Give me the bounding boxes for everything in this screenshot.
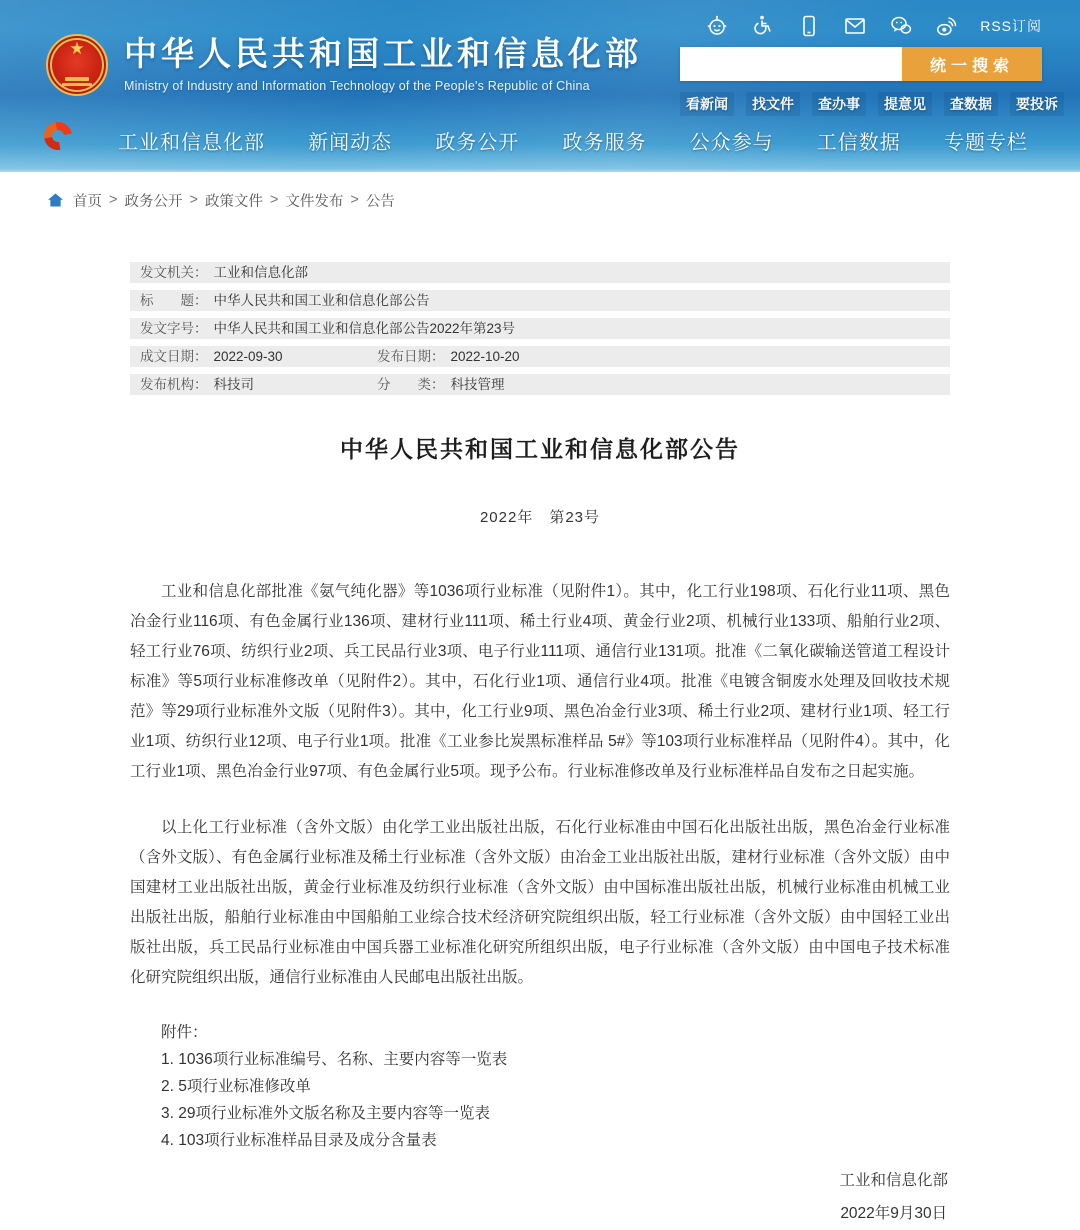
attachments-list bbox=[130, 1019, 950, 1154]
weibo-icon[interactable] bbox=[934, 13, 960, 39]
quick-link-data[interactable]: 查数据 bbox=[944, 92, 998, 116]
nav-item-participation[interactable]: 公众参与 bbox=[689, 131, 774, 154]
rss-subscribe-link[interactable]: RSS订阅 bbox=[980, 18, 1042, 34]
breadcrumb-announcement[interactable]: 公告 bbox=[365, 193, 395, 210]
accessibility-icon[interactable] bbox=[750, 13, 776, 39]
signature-org: 工业和信息化部 bbox=[839, 1172, 948, 1189]
attachments-heading: 附件： bbox=[161, 1024, 208, 1041]
quick-link-feedback[interactable]: 提意见 bbox=[878, 92, 932, 116]
signature-block bbox=[130, 1164, 950, 1230]
attachment-item-4: 4. 103项行业标准样品目录及成分含量表 bbox=[161, 1132, 437, 1149]
breadcrumb: 首页 > 政务公开 > 政策文件 > 文件发布 > 公告 bbox=[0, 172, 1080, 228]
meta-row-doc-number: 发文字号： 中华人民共和国工业和信息化部公告2022年第23号 bbox=[130, 318, 950, 339]
utility-bar bbox=[704, 12, 1042, 40]
mail-icon[interactable] bbox=[842, 13, 868, 39]
quick-link-complaint[interactable]: 要投诉 bbox=[1010, 92, 1064, 116]
breadcrumb-gov-open[interactable]: 政务公开 bbox=[124, 193, 183, 210]
document-main bbox=[130, 262, 950, 1230]
breadcrumb-file-release[interactable]: 文件发布 bbox=[285, 193, 344, 210]
mascot-icon[interactable] bbox=[704, 13, 730, 39]
attachment-item-3: 3. 29项行业标准外文版名称及主要内容等一览表 bbox=[161, 1105, 490, 1122]
nav-item-gov-service[interactable]: 政务服务 bbox=[562, 131, 647, 154]
nav-item-topics[interactable]: 专题专栏 bbox=[943, 131, 1028, 154]
search-area bbox=[680, 47, 1058, 116]
unified-search-button[interactable]: 统一搜索 bbox=[902, 47, 1042, 81]
quick-link-news[interactable]: 看新闻 bbox=[680, 92, 734, 116]
search-input[interactable] bbox=[680, 47, 902, 81]
meta-row-dates: 成文日期： 2022-09-30 发布日期： 2022-10-20 bbox=[130, 346, 950, 367]
article-body bbox=[130, 577, 950, 1230]
site-logo[interactable] bbox=[46, 34, 642, 96]
quick-link-services[interactable]: 查办事 bbox=[812, 92, 866, 116]
breadcrumb-policy-files[interactable]: 政策文件 bbox=[204, 193, 263, 210]
nav-item-gov-open[interactable]: 政务公开 bbox=[435, 131, 520, 154]
wechat-icon[interactable] bbox=[888, 13, 914, 39]
national-emblem-icon: ★ bbox=[46, 34, 108, 96]
paragraph-2: 以上化工行业标准（含外文版）由化学工业出版社出版，石化行业标准由中国石化出版社出版，黑色冶金行业标准（含外文版）、有色金属行业标准及稀土行业标准（含外文版）由冶金工业出版社出版，建材行业标准（含外文版）由中国建材工业出版社出版，黄金行业标准及纺织行业标准（含外文版）由中国标准出版社出版，机械行业标准由机械工业出版社出版，船舶行业标准由中国船舶工业综合技术经济研究院组织出版，轻工行业标准（含外文版）由中国轻工业出版社出版，兵工民品行业标准由中国兵器工业标准化研究所组织出版，电子行业标准（含外文版）由中国电子技术标准化研究院组织出版，通信行业标准由人民邮电出版社出版。 bbox=[130, 819, 950, 986]
site-title-en: Ministry of Industry and Information Technology of the People's Republic of China bbox=[124, 79, 590, 93]
attachment-item-1: 1. 1036项行业标准编号、名称、主要内容等一览表 bbox=[161, 1051, 508, 1068]
site-title: 中华人民共和国工业和信息化部 bbox=[124, 35, 642, 72]
meta-row-title: 标 题： 中华人民共和国工业和信息化部公告 bbox=[130, 290, 950, 311]
page-title: 中华人民共和国工业和信息化部公告 bbox=[340, 436, 740, 462]
breadcrumb-home[interactable]: 首页 bbox=[73, 193, 102, 210]
signature-date: 2022年9月30日 bbox=[840, 1205, 948, 1222]
quick-link-files[interactable]: 找文件 bbox=[746, 92, 800, 116]
nav-item-data[interactable]: 工信数据 bbox=[816, 131, 901, 154]
quick-links bbox=[680, 92, 1058, 116]
mobile-icon[interactable] bbox=[796, 13, 822, 39]
home-icon[interactable] bbox=[46, 191, 65, 210]
attachment-item-2: 2. 5项行业标准修改单 bbox=[161, 1078, 311, 1095]
main-nav bbox=[0, 116, 1080, 164]
issue-number: 2022年 第23号 bbox=[479, 509, 601, 526]
meta-row-issuing-agency: 发文机关： 工业和信息化部 bbox=[130, 262, 950, 283]
nav-item-news[interactable]: 新闻动态 bbox=[308, 131, 393, 154]
nav-item-miit[interactable]: 工业和信息化部 bbox=[118, 131, 265, 154]
paragraph-1: 工业和信息化部批准《氨气纯化器》等1036项行业标准（见附件1）。其中，化工行业198项、石化行业11项、黑色冶金行业116项、有色金属行业136项、建材行业111项、稀土行业4项、黄金行业2项、机械行业133项、船舶行业2项、轻工行业76项、纺织行业2项、兵工民品行业3项、电子行业111项、通信行业131项。批准《二氧化碳输送管道工程设计标准》等5项行业标准修改单（见附件2）。其中，石化行业1项、通信行业4项。批准《电镀含铜废水处理及回收技术规范》等29项行业标准外文版（见附件3）。其中，化工行业9项、黑色冶金行业3项、稀土行业2项、建材行业1项、轻工行业1项、纺织行业12项、电子行业1项。批准《工业参比炭黑标准样品 5#》等103项行业标准样品（见附件4）。其中，化工行业1项、黑色冶金行业97项、有色金属行业5项。现予公布。行业标准修改单及行业标准样品自发布之日起实施。 bbox=[130, 583, 950, 780]
site-header bbox=[0, 0, 1080, 172]
meta-row-org-category: 发布机构： 科技司 分 类： 科技管理 bbox=[130, 374, 950, 395]
